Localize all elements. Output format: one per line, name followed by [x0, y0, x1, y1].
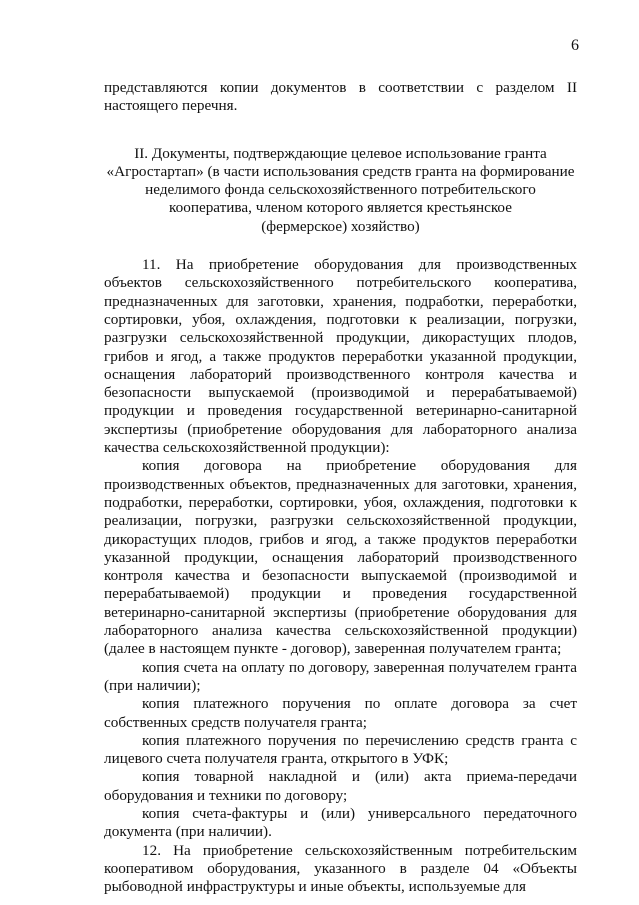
list-item-invoice-copy: копия счета на оплату по договору, заверенная получателем гранта (при наличии); — [104, 658, 577, 694]
list-item-vat-invoice: копия счета-фактуры и (или) универсального передаточного документа (при наличии). — [104, 804, 577, 841]
clause-12: 12. На приобретение сельскохозяйственным потребительским кооперативом оборудования, указанного в разделе 04 «Объекты рыбоводной инфраструктуры и иные объекты, используемые для — [104, 841, 577, 896]
section-heading-line: кооператива, членом которого является крестьянское — [169, 199, 512, 217]
list-item-payment-order-grant: копия платежного поручения по перечислению средств гранта с лицевого счета получателя гранта, открытого в УФК; — [104, 731, 577, 768]
section-heading — [104, 145, 577, 236]
clause-11: 11. На приобретение оборудования для производственных объектов сельскохозяйственного потребительского кооператива, предназначенных для заготовки, хранения, подработки, переработки, сортировки, убоя, охлаждения, подготовки к реализации, погрузки, разгрузки сельскохозяйственной продукции, дикорастущих плодов, грибов и ягод, а также продуктов переработки указанной продукции, оснащения лабораторий производственного контроля качества и безопасности выпускаемой (производимой и перерабатываемой) продукции и проведения государственной ветеринарно-санитарной экспертизы (приобретение оборудования для лабораторного анализа качества сельскохозяйственной продукции): — [104, 256, 577, 457]
list-item-waybill-act: копия товарной накладной и (или) акта приема-передачи оборудования и техники по договору; — [104, 768, 577, 804]
page-number: 6 — [571, 37, 579, 54]
document-body — [104, 79, 577, 896]
list-item-payment-order-own-funds: копия платежного поручения по оплате договора за счет собственных средств получателя гранта; — [104, 695, 577, 731]
section-heading-line: неделимого фонда сельскохозяйственного потребительского — [145, 181, 536, 199]
section-heading-line: «Агростартап» (в части использования средств гранта на формирование — [106, 162, 575, 180]
section-heading-line: (фермерское) хозяйство) — [261, 217, 420, 235]
intro-paragraph: представляются копии документов в соответствии с разделом II настоящего перечня. — [104, 79, 577, 115]
list-item-contract-copy: копия договора на приобретение оборудования для производственных объектов, предназначенных для заготовки, хранения, подработки, переработки, сортировки, убоя, охлаждения, подготовки к реализации, погрузки, разгрузки сельскохозяйственной продукции, дикорастущих плодов, грибов и ягод, а также продуктов переработки указанной продукции, оснащения лабораторий производственного контроля качества и безопасности выпускаемой (производимой и перерабатываемой) продукции и проведения государственной ветеринарно-санитарной экспертизы (приобретение оборудования для лабораторного анализа качества сельскохозяйственной продукции) (далее в настоящем пункте - договор), заверенная получателем гранта; — [104, 457, 577, 658]
spacer — [104, 236, 577, 256]
section-heading-line: II. Документы, подтверждающие целевое использование гранта — [134, 144, 547, 162]
